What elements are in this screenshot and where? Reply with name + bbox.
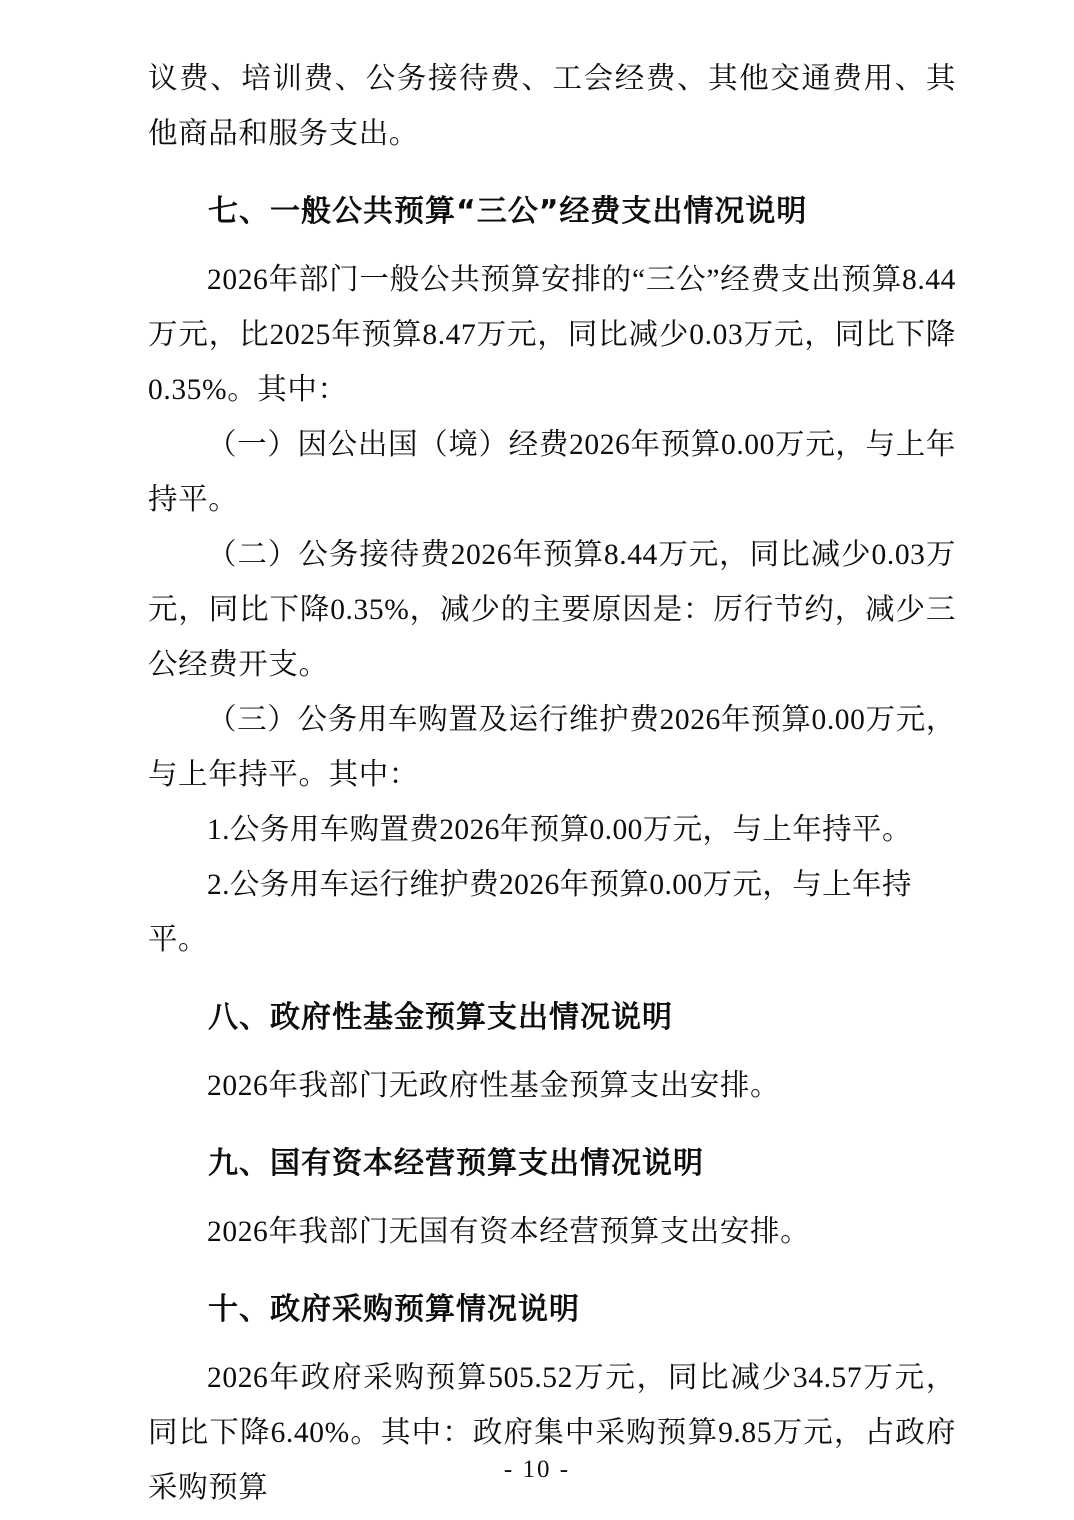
- spacer: [148, 1045, 956, 1059]
- paragraph-section-eight-body: 2026年我部门无政府性基金预算支出安排。: [207, 1070, 781, 1102]
- heading-section-ten: 十、政府采购预算情况说明: [208, 1292, 580, 1327]
- spacer: [148, 968, 956, 990]
- heading-section-seven: 七、一般公共预算“三公”经费支出情况说明: [208, 194, 808, 229]
- spacer: [148, 1191, 956, 1205]
- heading-section-eight: 八、政府性基金预算支出情况说明: [208, 1000, 673, 1035]
- page-number: - 10 -: [503, 1456, 571, 1483]
- paragraph-sangong-total: 2026年部门一般公共预算安排的“三公”经费支出预算8.44万元，比2025年预算8.47万元，同比减少0.03万元，同比下降0.35%。其中：: [148, 264, 956, 406]
- paragraph-item-one-abroad: （一）因公出国（境）经费2026年预算0.00万元，与上年持平。: [148, 429, 956, 516]
- heading-section-nine: 九、国有资本经营预算支出情况说明: [208, 1146, 704, 1181]
- continued-paragraph-expense-items: 议费、培训费、公务接待费、工会经费、其他交通费用、其他商品和服务支出。: [148, 63, 956, 150]
- spacer: [148, 1260, 956, 1282]
- paragraph-item-two-reception: （二）公务接待费2026年预算8.44万元，同比减少0.03万元，同比下降0.35%，减少的主要原因是：厉行节约，减少三公经费开支。: [148, 539, 956, 681]
- spacer: [148, 1114, 956, 1136]
- paragraph-section-ten-body: 2026年政府采购预算505.52万元，同比减少34.57万元，同比下降6.40%。其中：政府集中采购预算9.85万元，占政府采购预算: [148, 1362, 956, 1504]
- list-item-vehicle-purchase: 1.公务用车购置费2026年预算0.00万元，与上年持平。: [207, 814, 912, 846]
- spacer: [148, 162, 956, 184]
- list-item-vehicle-maintenance: 2.公务用车运行维护费2026年预算0.00万元，与上年持平。: [148, 869, 912, 956]
- paragraph-section-nine-body: 2026年我部门无国有资本经营预算支出安排。: [207, 1216, 811, 1248]
- spacer: [148, 239, 956, 253]
- paragraph-item-three-vehicle: （三）公务用车购置及运行维护费2026年预算0.00万元，与上年持平。其中：: [148, 704, 956, 791]
- spacer: [148, 1337, 956, 1351]
